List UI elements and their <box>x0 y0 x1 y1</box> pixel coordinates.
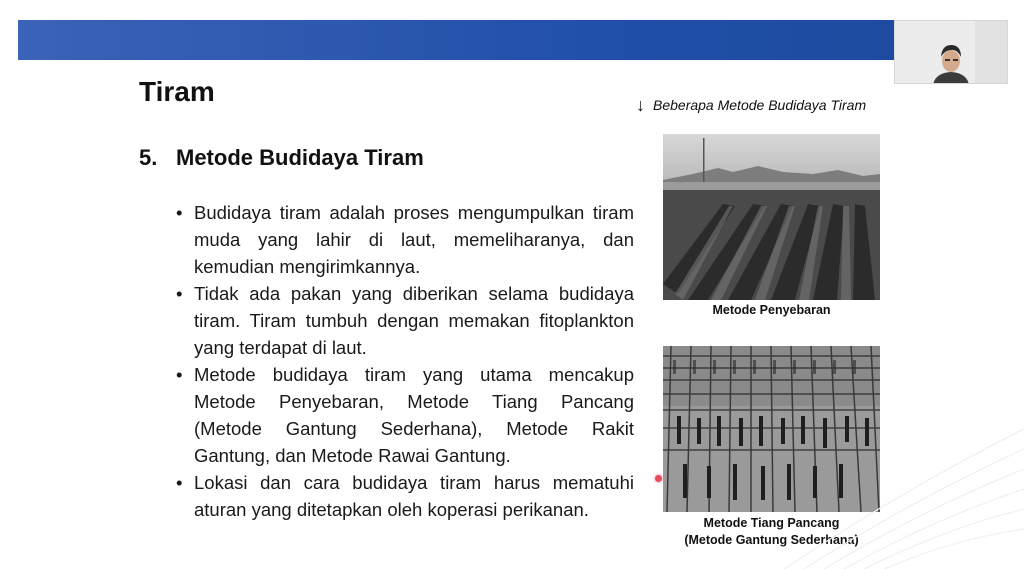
section-heading <box>139 145 424 171</box>
section-title: Metode Budidaya Tiram <box>176 145 424 170</box>
figure-caption-top <box>636 97 866 113</box>
bullet-text: Lokasi dan cara budidaya tiram harus mematuhi aturan yang ditetapkan oleh koperasi perikanan. <box>194 472 634 520</box>
bullet-text: Budidaya tiram adalah proses mengumpulkan tiram muda yang lahir di laut, memeliharanya, dan kemudian mengirimkannya. <box>194 202 634 277</box>
list-item <box>174 469 634 523</box>
photo-caption-line1: Metode Tiang Pancang <box>703 516 840 530</box>
bullet-list <box>174 199 634 523</box>
slide-title: Tiram <box>139 76 215 107</box>
bullet-icon: • <box>176 364 183 385</box>
photo-caption-line2: (Metode Gantung Sederhana) <box>684 533 859 547</box>
section-number: 5. <box>139 145 158 170</box>
slide-header-band <box>18 20 894 60</box>
bullet-icon: • <box>176 202 183 223</box>
laser-pointer <box>655 475 662 482</box>
bullet-icon: • <box>176 283 183 304</box>
oyster-bed-photo-icon <box>663 134 880 300</box>
photo-caption-penyebaran: Metode Penyebaran <box>712 303 831 317</box>
bullet-icon: • <box>176 472 183 493</box>
hanging-rack-photo-icon <box>663 346 880 512</box>
photo-metode-penyebaran <box>663 134 880 300</box>
bullet-text: Metode budidaya tiram yang utama mencakup Metode Penyebaran, Metode Tiang Pancang (Metode Gantung Sederhana), Metode Rakit Gantung, dan Metode Rawai Gantung. <box>194 364 634 466</box>
list-item <box>174 280 634 361</box>
figure-caption-text: Beberapa Metode Budidaya Tiram <box>653 97 867 113</box>
bullet-text: Tidak ada pakan yang diberikan selama budidaya tiram. Tiram tumbuh dengan memakan fitoplankton yang terdapat di laut. <box>194 283 634 358</box>
list-item <box>174 361 634 469</box>
down-arrow-icon: ↓ <box>636 95 645 115</box>
webcam-thumbnail[interactable] <box>894 20 1008 84</box>
photo-metode-tiang-pancang <box>663 346 880 512</box>
presenter-video-icon <box>895 21 1008 84</box>
list-item <box>174 199 634 280</box>
photo-caption-tiang-pancang <box>650 515 893 549</box>
